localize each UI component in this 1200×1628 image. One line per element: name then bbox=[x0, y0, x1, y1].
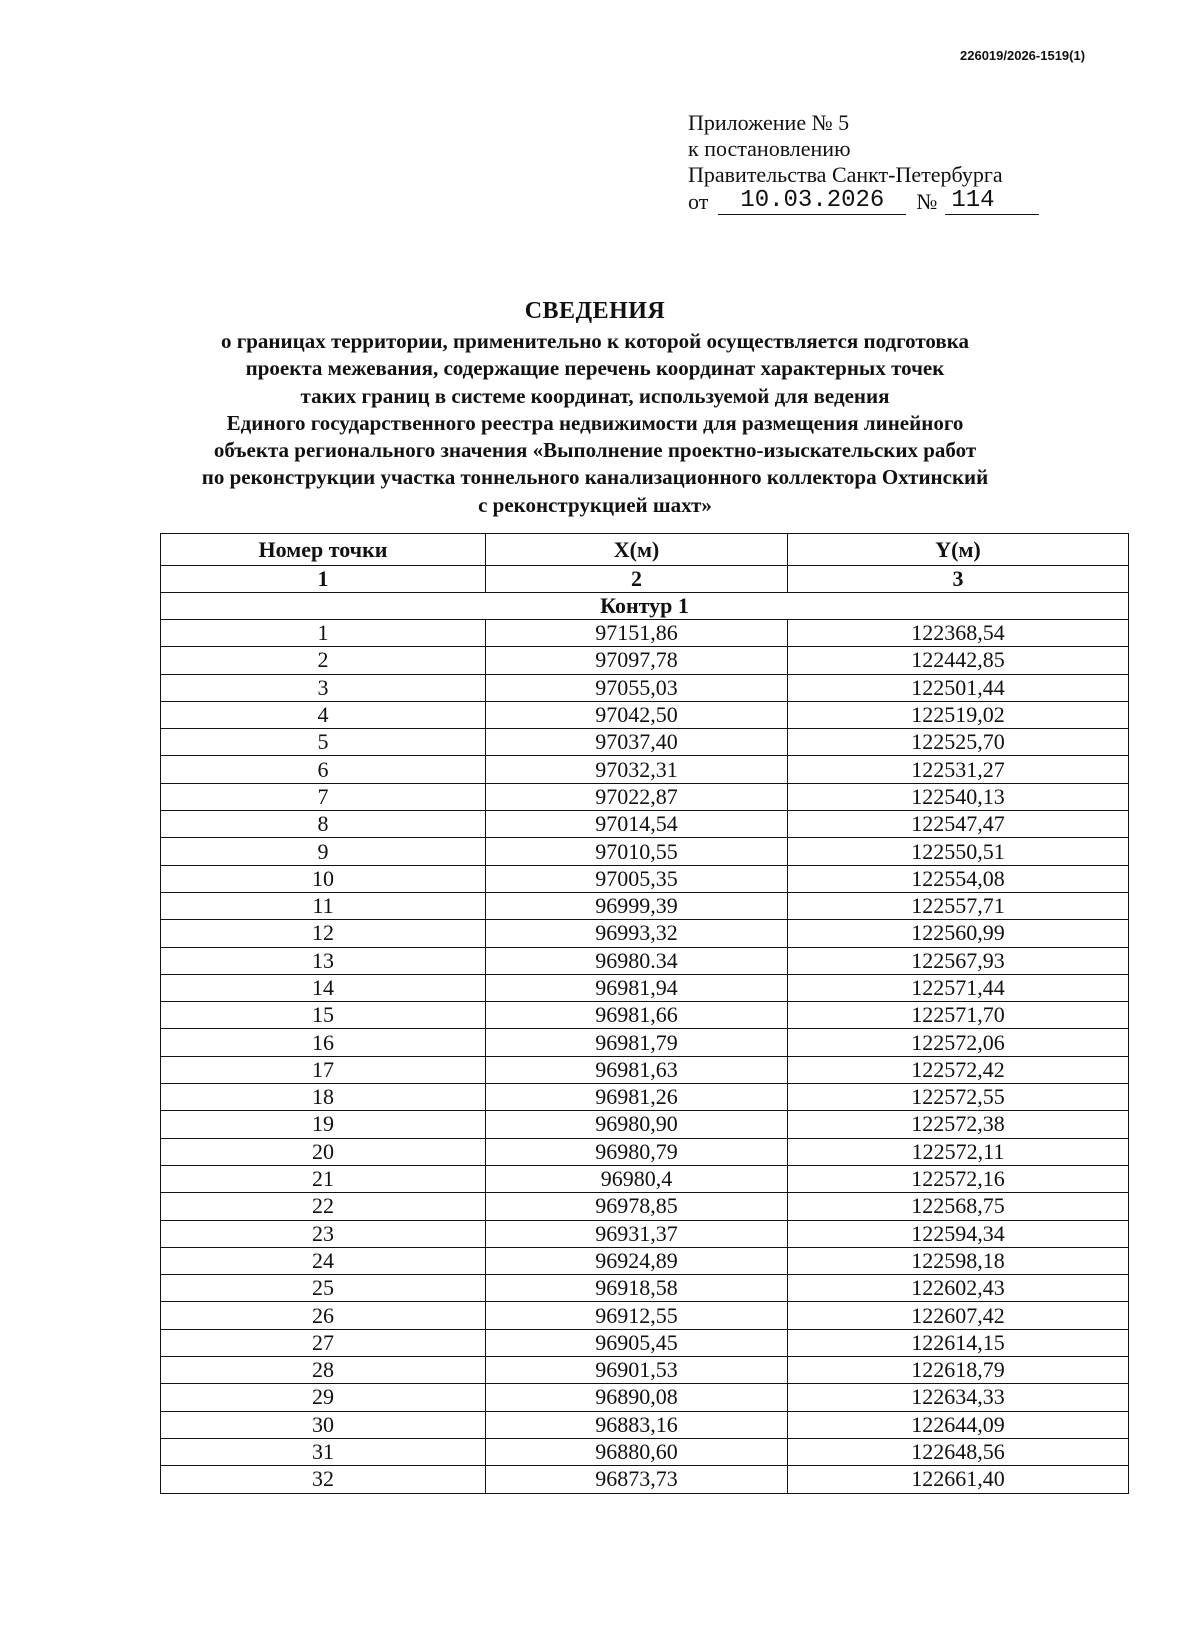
y-coordinate-cell: 122661,40 bbox=[788, 1466, 1129, 1493]
table-row bbox=[161, 1411, 1129, 1438]
table-row bbox=[161, 892, 1129, 919]
title-block bbox=[140, 296, 1050, 519]
point-number-cell: 7 bbox=[161, 783, 486, 810]
y-coordinate-cell: 122567,93 bbox=[788, 947, 1129, 974]
document-id: 226019/2026-1519(1) bbox=[960, 48, 1086, 63]
x-coordinate-cell: 96873,73 bbox=[486, 1466, 788, 1493]
table-row bbox=[161, 1084, 1129, 1111]
appendix-number: Приложение № 5 bbox=[688, 110, 850, 135]
table-row bbox=[161, 783, 1129, 810]
point-number-cell: 5 bbox=[161, 729, 486, 756]
table-row bbox=[161, 620, 1129, 647]
table-row bbox=[161, 947, 1129, 974]
table-row bbox=[161, 974, 1129, 1001]
x-coordinate-cell: 96905,45 bbox=[486, 1329, 788, 1356]
y-coordinate-cell: 122547,47 bbox=[788, 811, 1129, 838]
y-coordinate-cell: 122560,99 bbox=[788, 920, 1129, 947]
x-coordinate-cell: 96981,63 bbox=[486, 1056, 788, 1083]
x-coordinate-cell: 96981,94 bbox=[486, 974, 788, 1001]
appendix-block bbox=[688, 110, 1039, 215]
decree-number: 114 bbox=[945, 188, 1039, 215]
x-coordinate-cell: 96981,79 bbox=[486, 1029, 788, 1056]
appendix-government: Правительства Санкт-Петербурга bbox=[688, 162, 1003, 187]
x-coordinate-cell: 96981,26 bbox=[486, 1084, 788, 1111]
y-coordinate-cell: 122572,16 bbox=[788, 1165, 1129, 1192]
table-row bbox=[161, 1247, 1129, 1274]
x-coordinate-cell: 97037,40 bbox=[486, 729, 788, 756]
subtitle-line: проекта межевания, содержащие перечень координат характерных точек bbox=[245, 356, 945, 381]
point-number-cell: 25 bbox=[161, 1275, 486, 1302]
table-row bbox=[161, 756, 1129, 783]
point-number-cell: 11 bbox=[161, 892, 486, 919]
header-x: X(м) bbox=[486, 534, 788, 566]
y-coordinate-cell: 122602,43 bbox=[788, 1275, 1129, 1302]
point-number-cell: 15 bbox=[161, 1002, 486, 1029]
table-row bbox=[161, 920, 1129, 947]
subtitle-line: с реконструкцией шахт» bbox=[478, 492, 712, 517]
y-coordinate-cell: 122519,02 bbox=[788, 701, 1129, 728]
y-coordinate-cell: 122594,34 bbox=[788, 1220, 1129, 1247]
table-header-row bbox=[161, 534, 1129, 566]
point-number-cell: 23 bbox=[161, 1220, 486, 1247]
header-y: Y(м) bbox=[788, 534, 1129, 566]
x-coordinate-cell: 96883,16 bbox=[486, 1411, 788, 1438]
point-number-cell: 29 bbox=[161, 1384, 486, 1411]
table-row bbox=[161, 1138, 1129, 1165]
x-coordinate-cell: 96880,60 bbox=[486, 1438, 788, 1465]
table-row bbox=[161, 865, 1129, 892]
point-number-cell: 13 bbox=[161, 947, 486, 974]
point-number-cell: 22 bbox=[161, 1193, 486, 1220]
subtitle-line: о границах территории, применительно к которой осуществляется подготовка bbox=[220, 329, 970, 353]
x-coordinate-cell: 96890,08 bbox=[486, 1384, 788, 1411]
table-row bbox=[161, 1357, 1129, 1384]
x-coordinate-cell: 97032,31 bbox=[486, 756, 788, 783]
decree-date-line bbox=[688, 188, 1039, 215]
from-label: от bbox=[688, 189, 709, 214]
y-coordinate-cell: 122618,79 bbox=[788, 1357, 1129, 1384]
y-coordinate-cell: 122540,13 bbox=[788, 783, 1129, 810]
y-coordinate-cell: 122572,11 bbox=[788, 1138, 1129, 1165]
table-row bbox=[161, 1193, 1129, 1220]
point-number-cell: 31 bbox=[161, 1438, 486, 1465]
y-coordinate-cell: 122554,08 bbox=[788, 865, 1129, 892]
contour-row bbox=[161, 593, 1129, 620]
x-coordinate-cell: 96993,32 bbox=[486, 920, 788, 947]
number-label: № bbox=[916, 189, 938, 214]
x-coordinate-cell: 97151,86 bbox=[486, 620, 788, 647]
column-number: 3 bbox=[788, 566, 1129, 593]
point-number-cell: 27 bbox=[161, 1329, 486, 1356]
point-number-cell: 20 bbox=[161, 1138, 486, 1165]
subtitle-line: объекта регионального значения «Выполнение проектно-изыскательских работ bbox=[213, 438, 977, 463]
column-number: 2 bbox=[486, 566, 788, 593]
y-coordinate-cell: 122368,54 bbox=[788, 620, 1129, 647]
y-coordinate-cell: 122531,27 bbox=[788, 756, 1129, 783]
x-coordinate-cell: 96980.34 bbox=[486, 947, 788, 974]
point-number-cell: 14 bbox=[161, 974, 486, 1001]
y-coordinate-cell: 122572,38 bbox=[788, 1111, 1129, 1138]
point-number-cell: 32 bbox=[161, 1466, 486, 1493]
y-coordinate-cell: 122571,44 bbox=[788, 974, 1129, 1001]
point-number-cell: 4 bbox=[161, 701, 486, 728]
page-subtitle bbox=[140, 328, 1050, 519]
x-coordinate-cell: 96980,90 bbox=[486, 1111, 788, 1138]
x-coordinate-cell: 97005,35 bbox=[486, 865, 788, 892]
y-coordinate-cell: 122648,56 bbox=[788, 1438, 1129, 1465]
x-coordinate-cell: 96924,89 bbox=[486, 1247, 788, 1274]
point-number-cell: 12 bbox=[161, 920, 486, 947]
point-number-cell: 28 bbox=[161, 1357, 486, 1384]
appendix-to-decree: к постановлению bbox=[688, 136, 851, 161]
subtitle-line: таких границ в системе координат, используемой для ведения bbox=[300, 383, 890, 408]
x-coordinate-cell: 96978,85 bbox=[486, 1193, 788, 1220]
x-coordinate-cell: 96918,58 bbox=[486, 1275, 788, 1302]
y-coordinate-cell: 122572,06 bbox=[788, 1029, 1129, 1056]
point-number-cell: 18 bbox=[161, 1084, 486, 1111]
point-number-cell: 3 bbox=[161, 674, 486, 701]
point-number-cell: 6 bbox=[161, 756, 486, 783]
point-number-cell: 10 bbox=[161, 865, 486, 892]
point-number-cell: 21 bbox=[161, 1165, 486, 1192]
y-coordinate-cell: 122568,75 bbox=[788, 1193, 1129, 1220]
table-row bbox=[161, 1220, 1129, 1247]
x-coordinate-cell: 96981,66 bbox=[486, 1002, 788, 1029]
table-row bbox=[161, 674, 1129, 701]
page-title: СВЕДЕНИЯ bbox=[524, 298, 666, 324]
x-coordinate-cell: 96901,53 bbox=[486, 1357, 788, 1384]
x-coordinate-cell: 97010,55 bbox=[486, 838, 788, 865]
point-number-cell: 16 bbox=[161, 1029, 486, 1056]
table-row bbox=[161, 838, 1129, 865]
decree-date: 10.03.2026 bbox=[718, 188, 906, 215]
y-coordinate-cell: 122634,33 bbox=[788, 1384, 1129, 1411]
table-row bbox=[161, 1165, 1129, 1192]
y-coordinate-cell: 122557,71 bbox=[788, 892, 1129, 919]
y-coordinate-cell: 122644,09 bbox=[788, 1411, 1129, 1438]
point-number-cell: 19 bbox=[161, 1111, 486, 1138]
x-coordinate-cell: 96980,79 bbox=[486, 1138, 788, 1165]
y-coordinate-cell: 122572,42 bbox=[788, 1056, 1129, 1083]
x-coordinate-cell: 97097,78 bbox=[486, 647, 788, 674]
point-number-cell: 26 bbox=[161, 1302, 486, 1329]
point-number-cell: 24 bbox=[161, 1247, 486, 1274]
x-coordinate-cell: 97042,50 bbox=[486, 701, 788, 728]
y-coordinate-cell: 122550,51 bbox=[788, 838, 1129, 865]
coordinates-table bbox=[160, 533, 1129, 1494]
table-row bbox=[161, 1029, 1129, 1056]
table-row bbox=[161, 1384, 1129, 1411]
table-row bbox=[161, 811, 1129, 838]
table-row bbox=[161, 1302, 1129, 1329]
point-number-cell: 2 bbox=[161, 647, 486, 674]
contour-label: Контур 1 bbox=[161, 593, 1129, 620]
subtitle-line: по реконструкции участка тоннельного канализационного коллектора Охтинский bbox=[201, 465, 989, 490]
point-number-cell: 30 bbox=[161, 1411, 486, 1438]
x-coordinate-cell: 97055,03 bbox=[486, 674, 788, 701]
table-row bbox=[161, 1438, 1129, 1465]
subtitle-line: Единого государственного реестра недвижимости для размещения линейного bbox=[226, 410, 964, 435]
point-number-cell: 17 bbox=[161, 1056, 486, 1083]
x-coordinate-cell: 96999,39 bbox=[486, 892, 788, 919]
y-coordinate-cell: 122572,55 bbox=[788, 1084, 1129, 1111]
header-point-number: Номер точки bbox=[161, 534, 486, 566]
column-number-row bbox=[161, 566, 1129, 593]
table-row bbox=[161, 1329, 1129, 1356]
table-row bbox=[161, 729, 1129, 756]
y-coordinate-cell: 122607,42 bbox=[788, 1302, 1129, 1329]
table-row bbox=[161, 1056, 1129, 1083]
y-coordinate-cell: 122501,44 bbox=[788, 674, 1129, 701]
y-coordinate-cell: 122442,85 bbox=[788, 647, 1129, 674]
y-coordinate-cell: 122598,18 bbox=[788, 1247, 1129, 1274]
table-row bbox=[161, 1111, 1129, 1138]
table-row bbox=[161, 1002, 1129, 1029]
x-coordinate-cell: 97014,54 bbox=[486, 811, 788, 838]
x-coordinate-cell: 96931,37 bbox=[486, 1220, 788, 1247]
x-coordinate-cell: 97022,87 bbox=[486, 783, 788, 810]
y-coordinate-cell: 122525,70 bbox=[788, 729, 1129, 756]
x-coordinate-cell: 96912,55 bbox=[486, 1302, 788, 1329]
y-coordinate-cell: 122571,70 bbox=[788, 1002, 1129, 1029]
point-number-cell: 8 bbox=[161, 811, 486, 838]
x-coordinate-cell: 96980,4 bbox=[486, 1165, 788, 1192]
table-row bbox=[161, 647, 1129, 674]
coordinates-table-wrap bbox=[160, 533, 1128, 1494]
table-row bbox=[161, 1466, 1129, 1493]
point-number-cell: 1 bbox=[161, 620, 486, 647]
point-number-cell: 9 bbox=[161, 838, 486, 865]
column-number: 1 bbox=[161, 566, 486, 593]
y-coordinate-cell: 122614,15 bbox=[788, 1329, 1129, 1356]
table-row bbox=[161, 1275, 1129, 1302]
table-row bbox=[161, 701, 1129, 728]
